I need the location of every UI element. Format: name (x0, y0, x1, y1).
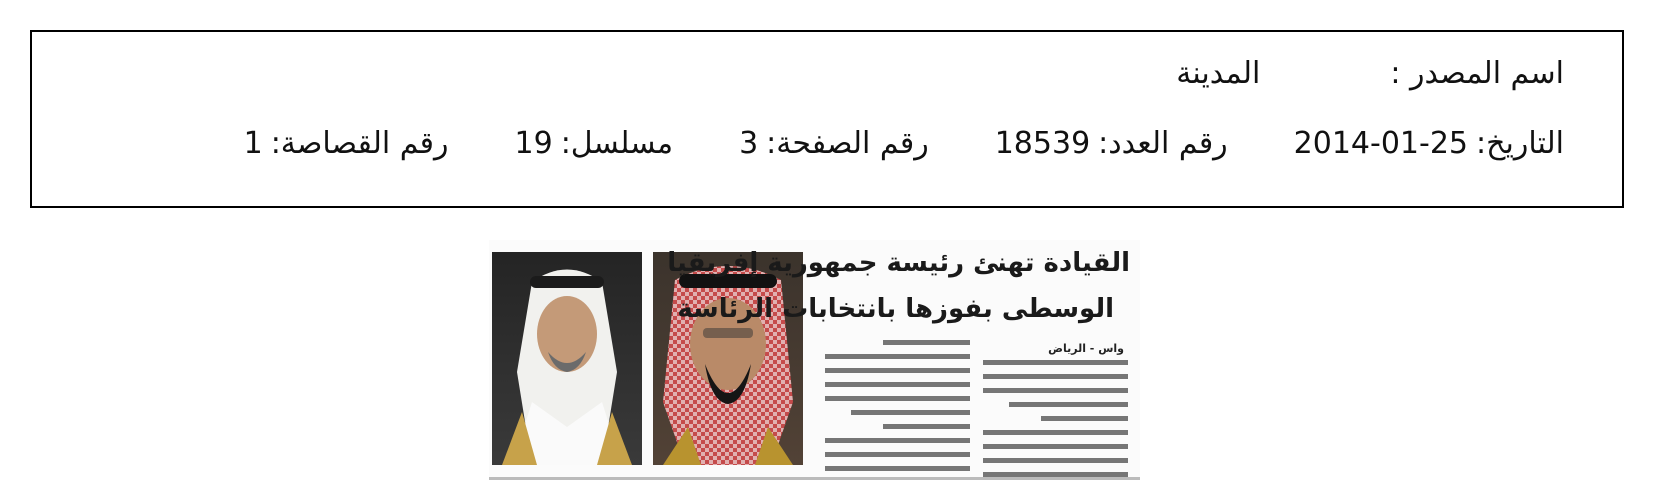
serial-field (515, 124, 674, 164)
portrait-left-image (492, 252, 642, 465)
serial-value: 19 (514, 126, 553, 161)
headline-line-1: القيادة تهنئ رئيسة جمهورية إفريقيا (667, 248, 1130, 278)
issue-field (995, 124, 1228, 164)
page-label: رقم الصفحة: (766, 126, 929, 161)
source-label: اسم المصدر : (1390, 56, 1564, 91)
source-value: المدينة (1176, 56, 1261, 91)
article-byline: واس - الرياض (1048, 342, 1124, 355)
page-field (739, 124, 929, 164)
clip-number-field (244, 124, 449, 164)
clip-number-label: رقم القصاصة: (270, 126, 449, 161)
clip-number-value: 1 (243, 126, 263, 161)
article-headline (667, 240, 1130, 332)
clipping-bottom-rule (489, 477, 1140, 480)
newspaper-clipping (489, 240, 1140, 480)
clipping-info-box (30, 30, 1624, 208)
issue-label: رقم العدد: (1098, 126, 1228, 161)
date-value: 2014-01-25 (1293, 126, 1469, 161)
issue-value: 18539 (994, 126, 1091, 161)
date-label: التاريخ: (1476, 126, 1564, 161)
page-value: 3 (739, 126, 759, 161)
serial-label: مسلسل: (560, 126, 674, 161)
headline-line-2: الوسطى بفوزها بانتخابات الرئاسة (677, 294, 1114, 324)
portrait-photo-left (492, 252, 642, 465)
meta-row (52, 124, 1564, 164)
source-row (52, 54, 1564, 94)
date-field (1294, 124, 1564, 164)
article-column-right (983, 360, 1128, 480)
article-column-left (825, 340, 970, 480)
